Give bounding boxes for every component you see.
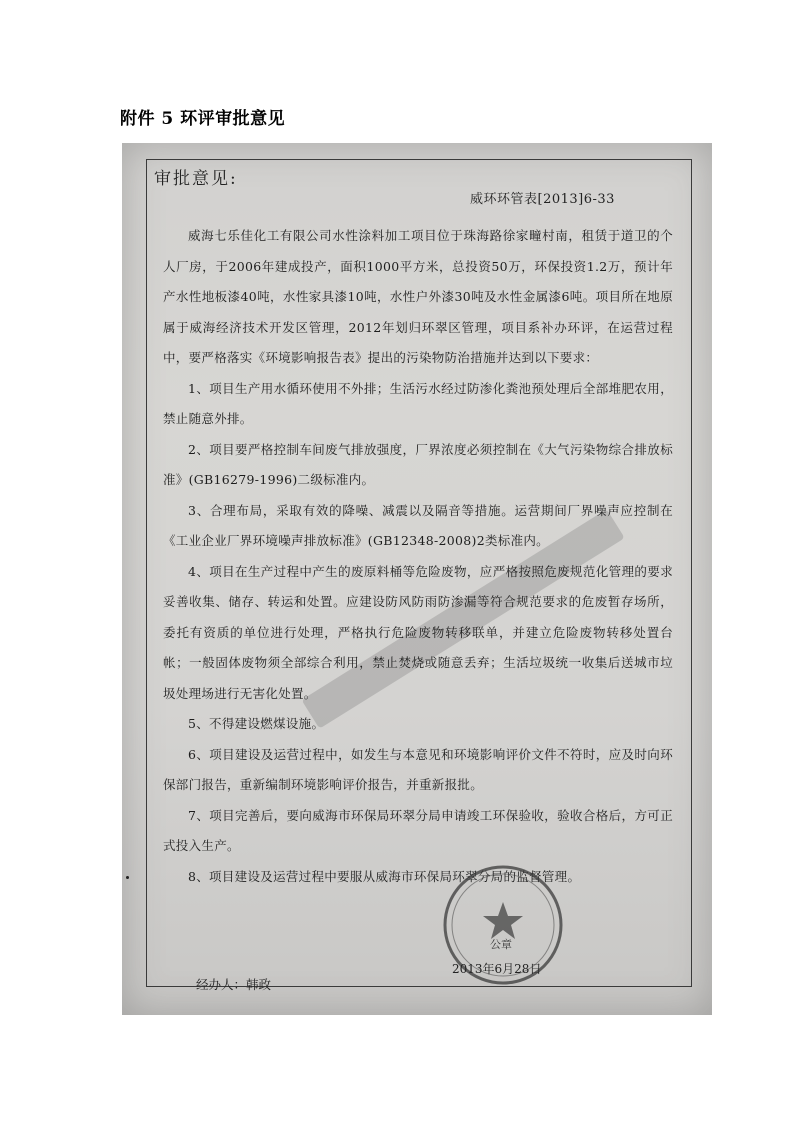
page-heading: 附件 5 环评审批意见	[120, 109, 286, 129]
approval-body	[163, 221, 673, 892]
document-number: 威环环管表[2013]6-33	[470, 192, 615, 207]
handler-signature: 经办人：韩政	[196, 977, 272, 992]
approval-date: 2013年6月28日	[452, 962, 542, 976]
requirement-3: 3、合理布局，采取有效的降噪、减震以及隔音等措施。运营期间厂界噪声应控制在《工业企业厂界环境噪声排放标准》(GB12348-2008)2类标准内。	[163, 502, 673, 548]
requirement-1: 1、项目生产用水循环使用不外排；生活污水经过防渗化粪池预处理后全部堆肥农用，禁止随意外排。	[163, 380, 673, 426]
approval-title: 审批意见:	[154, 169, 238, 189]
requirement-2: 2、项目要严格控制车间废气排放强度，厂界浓度必须控制在《大气污染物综合排放标准》(GB16279-1996)二级标准内。	[163, 441, 673, 487]
intro-paragraph: 威海七乐佳化工有限公司水性涂料加工项目位于珠海路徐家疃村南，租赁于道卫的个人厂房，于2006年建成投产，面积1000平方米，总投资50万，环保投资1.2万，预计年产水性地板漆40吨，水性家具漆10吨，水性户外漆30吨及水性金属漆6吨。项目所在地原属于威海经济技术开发区管理，2012年划归环翠区管理，项目系补办环评，在运营过程中，要严格落实《环境影响报告表》提出的污染物防治措施并达到以下要求：	[163, 228, 673, 365]
stray-mark	[126, 876, 129, 879]
requirement-7: 7、项目完善后，要向威海市环保局环翠分局申请竣工环保验收，验收合格后，方可正式投入生产。	[163, 807, 673, 853]
requirement-4: 4、项目在生产过程中产生的废原料桶等危险废物，应严格按照危废规范化管理的要求妥善收集、储存、转运和处置。应建设防风防雨防渗漏等符合规范要求的危废暂存场所，委托有资质的单位进行处理，严格执行危险废物转移联单，并建立危险废物转移处置台帐；一般固体废物须全部综合利用，禁止焚烧或随意丢弃；生活垃圾统一收集后送城市垃圾处理场进行无害化处置。	[163, 563, 673, 701]
requirement-6: 6、项目建设及运营过程中，如发生与本意见和环境影响评价文件不符时，应及时向环保部门报告，重新编制环境影响评价报告，并重新报批。	[163, 746, 673, 792]
seal-label: 公章	[490, 938, 512, 951]
requirement-5: 5、不得建设燃煤设施。	[188, 716, 325, 731]
requirement-8: 8、项目建设及运营过程中要服从威海市环保局环翠分局的监督管理。	[188, 868, 581, 884]
